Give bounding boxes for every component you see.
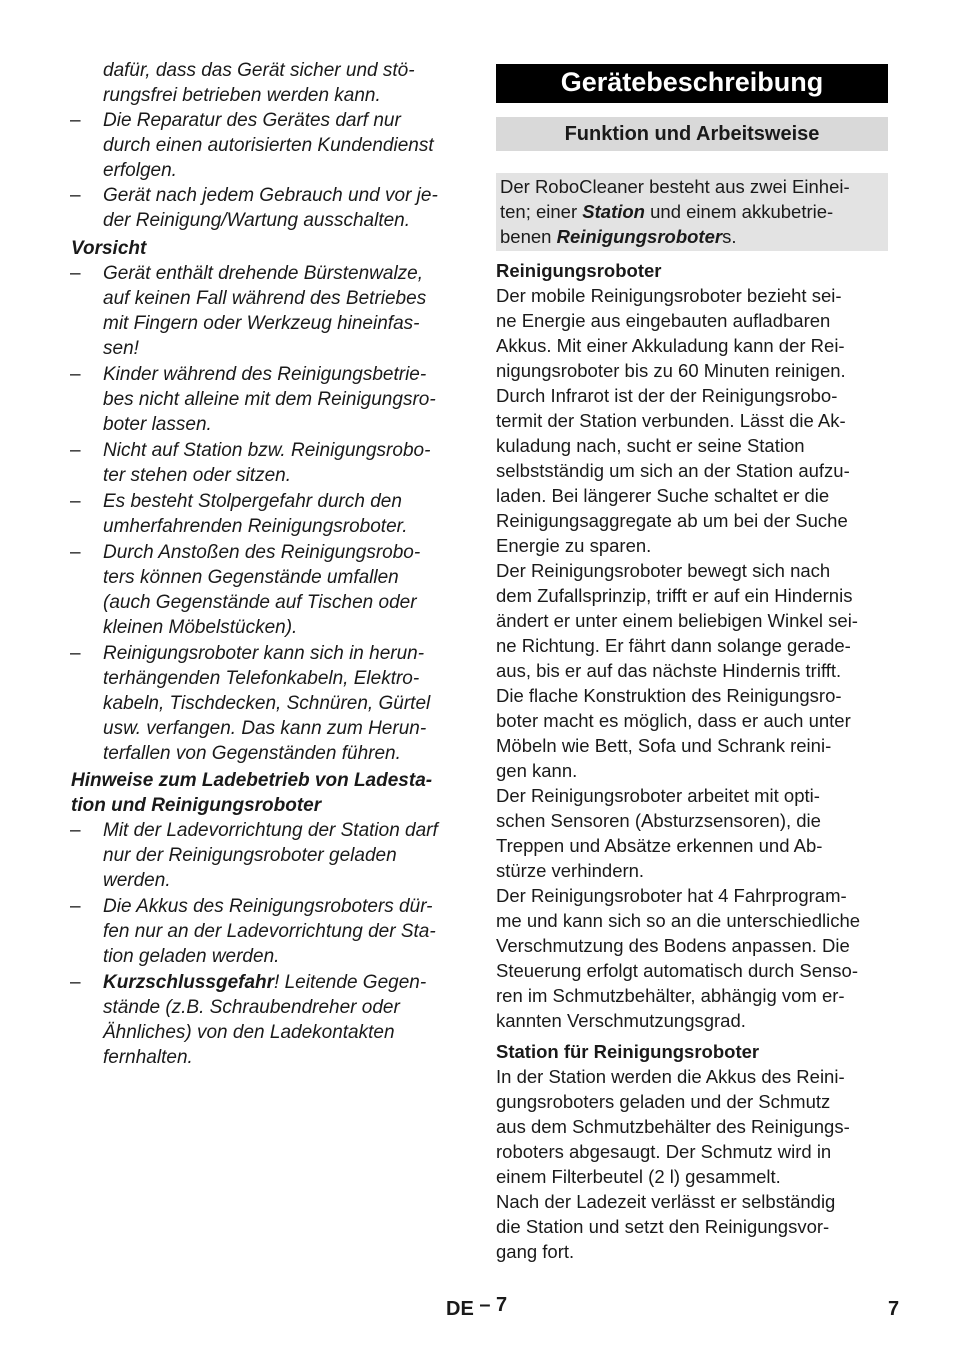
text-line: termit der Station verbunden. Lässt die Ak- xyxy=(496,410,846,431)
text-line: Verschmutzung des Bodens anpassen. Die xyxy=(496,935,850,956)
page-number: 7 xyxy=(888,1298,900,1320)
warning-rest: ! Leitende Gegen- xyxy=(274,972,427,993)
robot-heading: Reinigungsroboter xyxy=(496,260,662,281)
text-line: Ähnliches) von den Ladekontakten xyxy=(103,1022,395,1043)
text-line: Es besteht Stolpergefahr durch den xyxy=(103,491,402,512)
list-item xyxy=(71,362,463,437)
dash-bullet: – xyxy=(70,972,81,993)
text-line: Der Reinigungsroboter arbeitet mit opti- xyxy=(496,785,820,806)
dash-bullet: – xyxy=(70,643,81,664)
continued-paragraph xyxy=(71,58,463,108)
text-line: auf keinen Fall während des Betriebes xyxy=(103,288,427,309)
station-term: Station xyxy=(582,201,645,222)
text-line: Gerät enthält drehende Bürstenwalze, xyxy=(103,263,424,284)
dash-bullet: – xyxy=(70,896,81,917)
text-line: dem Zufallsprinzip, trifft er auf ein Hindernis xyxy=(496,585,853,606)
text-line: Die flache Konstruktion des Reinigungsro- xyxy=(496,685,842,706)
section-subtitle: Funktion und Arbeitsweise xyxy=(496,117,888,151)
station-heading: Station für Reinigungsroboter xyxy=(496,1041,760,1062)
hinweise-heading xyxy=(71,768,463,818)
safety-list xyxy=(71,108,463,233)
intro-box xyxy=(496,173,888,251)
text-line: einem Filterbeutel (2 l) gesammelt. xyxy=(496,1166,781,1187)
text-line: Möbeln wie Bett, Sofa und Schrank reini- xyxy=(496,735,832,756)
text-line: ters können Gegenstände umfallen xyxy=(103,567,399,588)
dash-bullet: – xyxy=(70,263,81,284)
text-line: gen kann. xyxy=(496,760,578,781)
text-line: selbstständig um sich an der Station aufzu- xyxy=(496,460,850,481)
text-line: boter lassen. xyxy=(103,414,212,435)
text-line: Die Akkus des Reinigungsroboters dür- xyxy=(103,896,433,917)
list-item xyxy=(71,438,463,488)
dash-bullet: – xyxy=(70,820,81,841)
right-column xyxy=(496,58,888,1264)
text-line: Gerät nach jedem Gebrauch und vor je- xyxy=(103,185,438,206)
robot-term: Reinigungsroboter xyxy=(556,226,723,247)
text-line: sen! xyxy=(103,338,139,359)
text-line: kuladung nach, sucht er seine Station xyxy=(496,435,805,456)
dash-bullet: – xyxy=(70,440,81,461)
text-line: kannten Verschmutzungsgrad. xyxy=(496,1010,746,1031)
text-line: schen Sensoren (Absturzsensoren), die xyxy=(496,810,821,831)
text-line: nur der Reinigungsroboter geladen xyxy=(103,845,397,866)
text-line: tion geladen werden. xyxy=(103,946,280,967)
text-line: die Station und setzt den Reinigungsvor- xyxy=(496,1216,830,1237)
text-line: terfallen von Gegenständen führen. xyxy=(103,743,401,764)
text-line: Der mobile Reinigungsroboter bezieht sei- xyxy=(496,285,842,306)
text-line: gungsroboters geladen und der Schmutz xyxy=(496,1091,831,1112)
text-line: (auch Gegenstände auf Tischen oder xyxy=(103,592,417,613)
text-line xyxy=(103,970,463,995)
text-line: me und kann sich so an die unterschiedliche xyxy=(496,910,861,931)
dash-bullet: – xyxy=(70,110,81,131)
text-line: Der RoboCleaner besteht aus zwei Einhei- xyxy=(500,176,850,197)
text-line: Reinigungsaggregate ab um bei der Suche xyxy=(496,510,848,531)
text-line: kabeln, Tischdecken, Schnüren, Gürtel xyxy=(103,693,431,714)
text-span: s. xyxy=(722,226,737,247)
list-item xyxy=(71,108,463,183)
heading-line: tion und Reinigungsroboter xyxy=(71,795,322,816)
text-line: Akkus. Mit einer Akkuladung kann der Rei- xyxy=(496,335,845,356)
text-line: Die Reparatur des Gerätes darf nur xyxy=(103,110,401,131)
text-line: stände (z.B. Schraubendreher oder xyxy=(103,997,400,1018)
text-line: nigungsroboter bis zu 60 Minuten reinigen. xyxy=(496,360,846,381)
dash-bullet: – xyxy=(70,542,81,563)
list-item xyxy=(71,894,463,969)
warning-term: Kurzschlussgefahr xyxy=(103,972,275,993)
text-span: ten; einer xyxy=(500,201,583,222)
section-title: Gerätebeschreibung xyxy=(496,64,888,103)
text-line: aus dem Schmutzbehälter des Reinigungs- xyxy=(496,1116,850,1137)
list-item xyxy=(71,818,463,893)
robot-paragraphs xyxy=(496,283,888,1033)
lang-code: DE xyxy=(446,1298,474,1320)
text-line: Nach der Ladezeit verlässt er selbständig xyxy=(496,1191,836,1212)
dash-bullet: – xyxy=(70,491,81,512)
text-line: erfolgen. xyxy=(103,160,177,181)
text-line: kleinen Möbelstücken). xyxy=(103,617,298,638)
text-line: rungsfrei betrieben werden kann. xyxy=(103,85,381,106)
text-line: boter macht es möglich, dass er auch unter xyxy=(496,710,851,731)
text-line: laden. Bei längerer Suche schaltet er die xyxy=(496,485,830,506)
text-line: ne Richtung. Er fährt dann solange gerade- xyxy=(496,635,851,656)
text-line: Nicht auf Station bzw. Reinigungsrobo- xyxy=(103,440,431,461)
text-line: ändert er unter einem beliebigen Winkel sei- xyxy=(496,610,858,631)
text-line: ren im Schmutzbehälter, abhängig vom er- xyxy=(496,985,845,1006)
hinweise-list xyxy=(71,818,463,1070)
text-line: Mit der Ladevorrichtung der Station darf xyxy=(103,820,438,841)
text-line: der Reinigung/Wartung ausschalten. xyxy=(103,210,411,231)
text-line: ter stehen oder sitzen. xyxy=(103,465,291,486)
text-line: Der Reinigungsroboter bewegt sich nach xyxy=(496,560,831,581)
list-item xyxy=(71,641,463,766)
text-line: umherfahrenden Reinigungsroboter. xyxy=(103,516,408,537)
text-line: Durch Anstoßen des Reinigungsrobo- xyxy=(103,542,421,563)
list-item xyxy=(71,970,463,1070)
text-line: usw. verfangen. Das kann zum Herun- xyxy=(103,718,427,739)
text-line: Kinder während des Reinigungsbetrie- xyxy=(103,364,427,385)
text-line: terhängenden Telefonkabeln, Elektro- xyxy=(103,668,420,689)
text-line: ne Energie aus eingebauten aufladbaren xyxy=(496,310,831,331)
heading-line: Hinweise zum Ladebetrieb von Ladesta- xyxy=(71,770,433,791)
dash-bullet: – xyxy=(70,364,81,385)
text-line: Energie zu sparen. xyxy=(496,535,652,556)
text-line: gang fort. xyxy=(496,1241,575,1262)
text-line: fernhalten. xyxy=(103,1047,193,1068)
text-line: aus, bis er auf das nächste Hindernis trifft. xyxy=(496,660,842,681)
text-line: Treppen und Absätze erkennen und Ab- xyxy=(496,835,823,856)
text-line: durch einen autorisierten Kundendienst xyxy=(103,135,434,156)
text-line: Der Reinigungsroboter hat 4 Fahrprogram- xyxy=(496,885,847,906)
vorsicht-heading: Vorsicht xyxy=(71,238,147,259)
station-paragraphs xyxy=(496,1064,888,1264)
left-column xyxy=(71,58,463,1070)
vorsicht-list xyxy=(71,261,463,766)
page-ref: – 7 xyxy=(479,1294,508,1316)
text-span: und einem akkubetrie- xyxy=(644,201,834,222)
list-item xyxy=(71,261,463,361)
text-line: In der Station werden die Akkus des Reini- xyxy=(496,1066,845,1087)
text-line: roboters abgesaugt. Der Schmutz wird in xyxy=(496,1141,832,1162)
text-line: stürze verhindern. xyxy=(496,860,645,881)
text-span: benen xyxy=(500,226,557,247)
text-line xyxy=(500,199,884,224)
list-item xyxy=(71,183,463,233)
text-line xyxy=(500,224,884,249)
text-line: mit Fingern oder Werkzeug hineinfas- xyxy=(103,313,420,334)
text-line: werden. xyxy=(103,870,171,891)
text-line: Reinigungsroboter kann sich in herun- xyxy=(103,643,425,664)
page-footer-lang xyxy=(446,1294,508,1321)
text-line: Steuerung erfolgt automatisch durch Senso- xyxy=(496,960,858,981)
list-item xyxy=(71,489,463,539)
text-line: fen nur an der Ladevorrichtung der Sta- xyxy=(103,921,436,942)
text-line: Durch Infrarot ist der der Reinigungsrobo- xyxy=(496,385,838,406)
dash-bullet: – xyxy=(70,185,81,206)
text-line: bes nicht alleine mit dem Reinigungsro- xyxy=(103,389,436,410)
text-line: dafür, dass das Gerät sicher und stö- xyxy=(103,60,415,81)
list-item xyxy=(71,540,463,640)
